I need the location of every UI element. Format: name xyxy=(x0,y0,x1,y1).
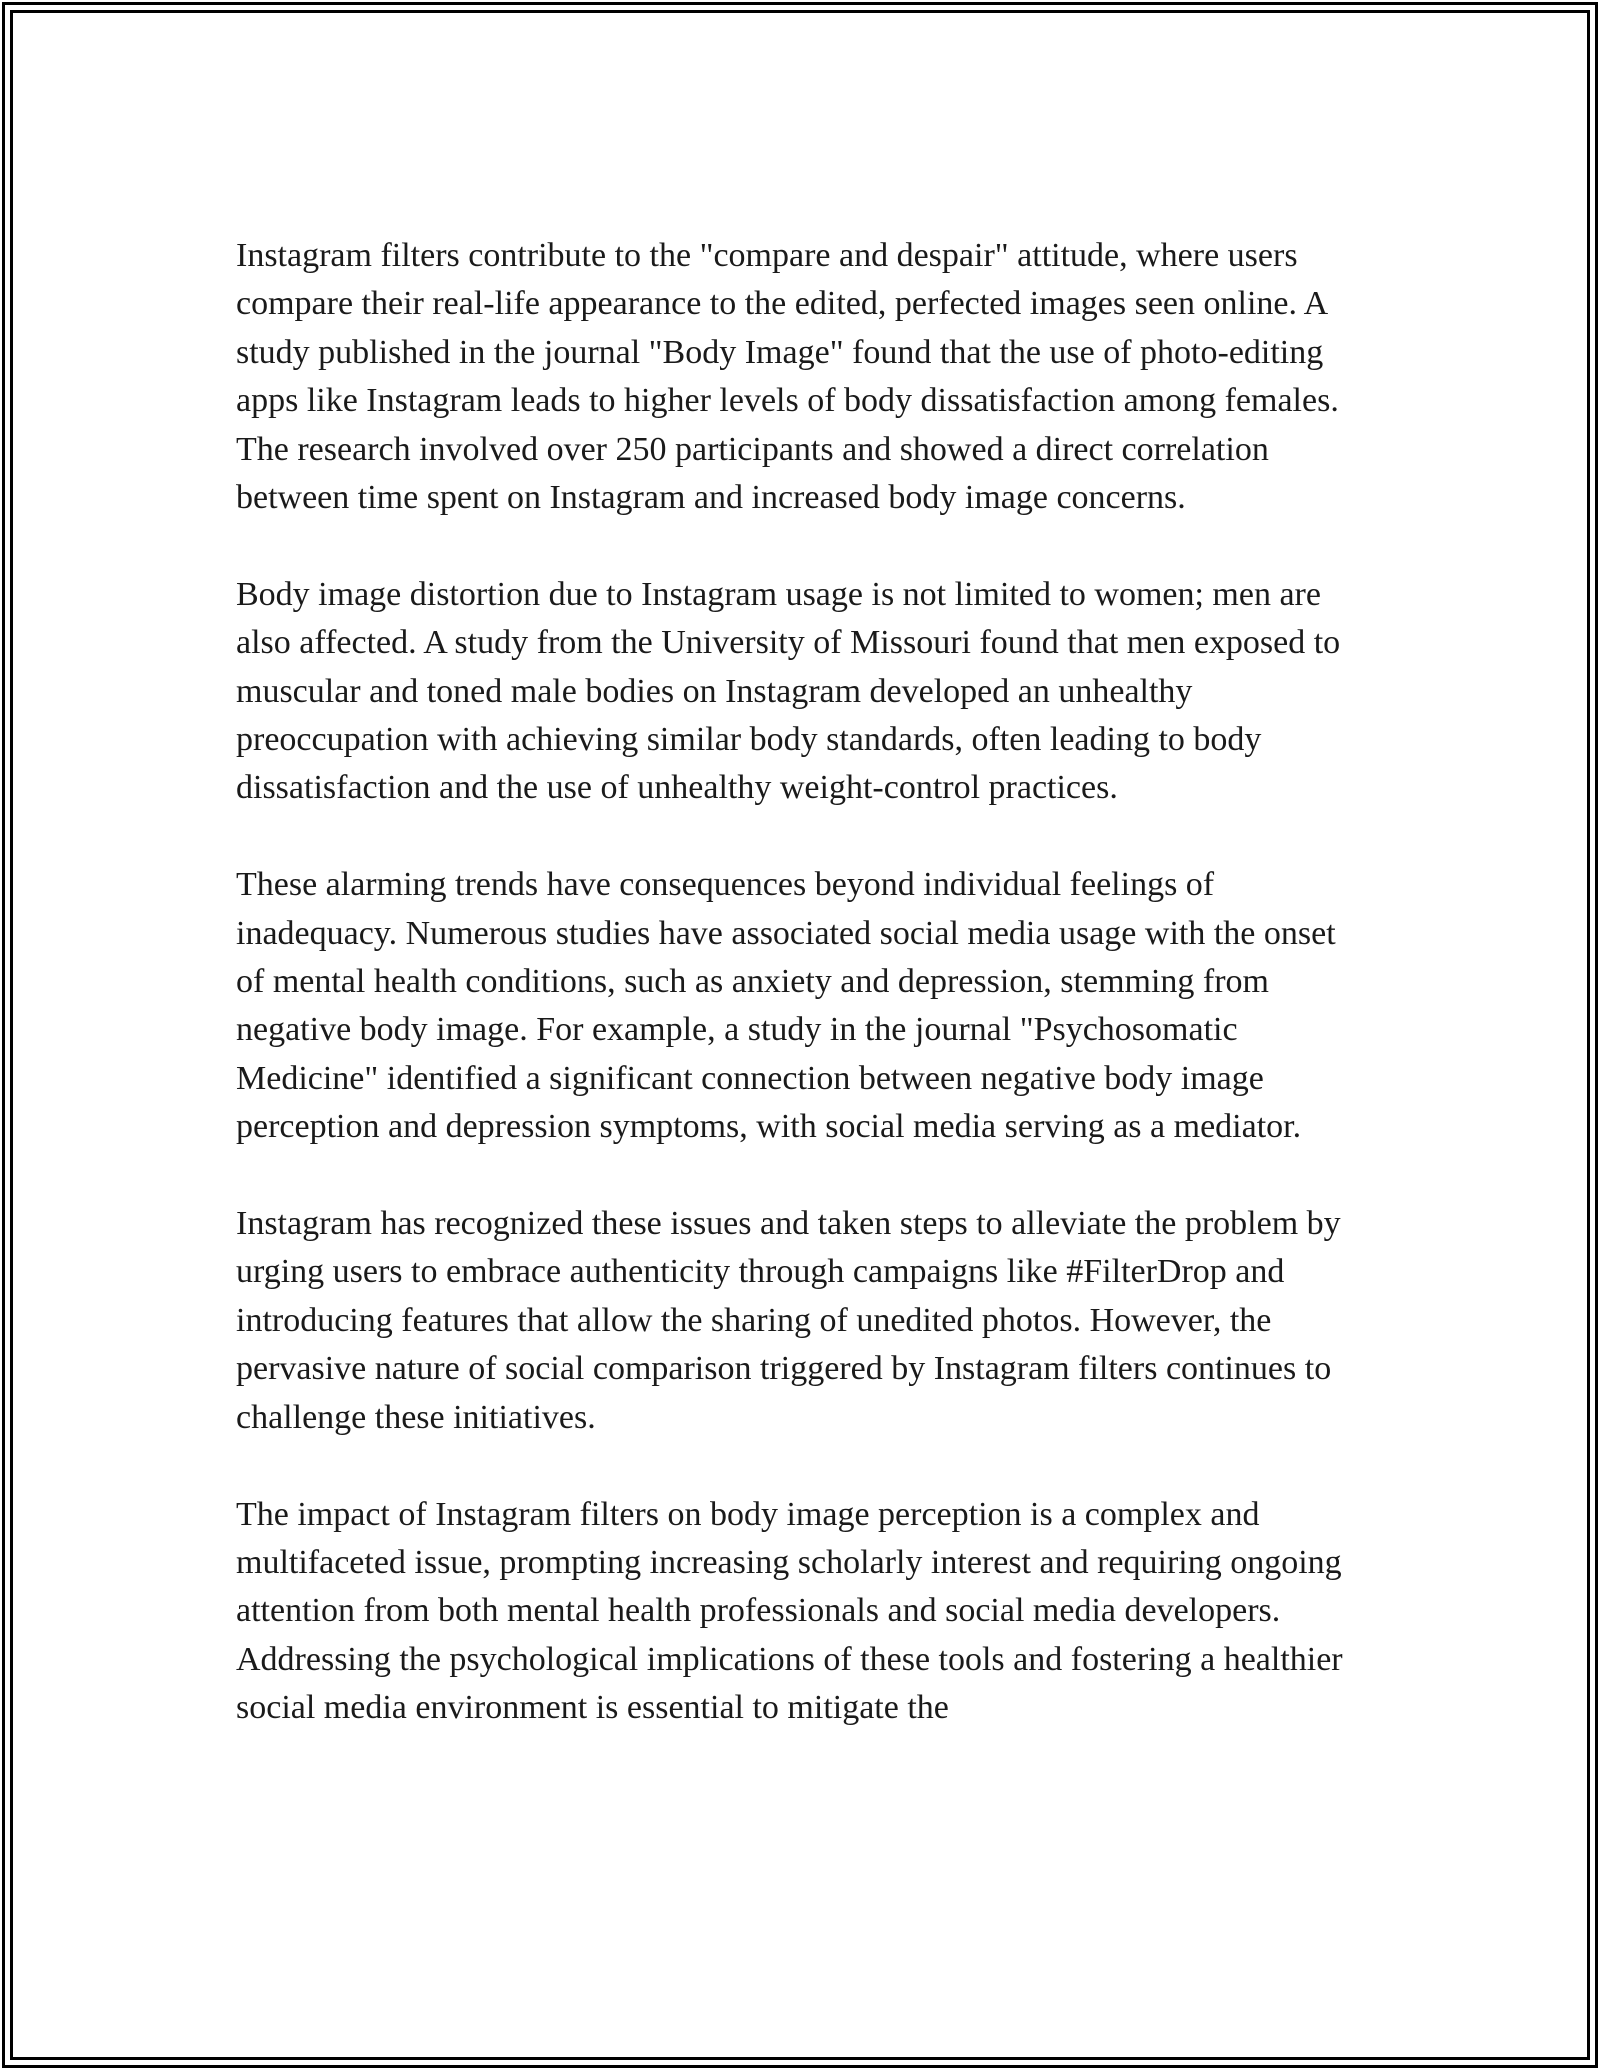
paragraph-men-affected: Body image distortion due to Instagram usage is not limited to women; men are also affected. A study from the University of Missouri found that men exposed to muscular and toned male bodies on Instagram developed an unhealthy preoccupation with achieving similar body standards, often leading to body dissatisfaction and the use of unhealthy weight-control practices. xyxy=(236,575,1341,807)
paragraph-mental-health-consequences: These alarming trends have consequences beyond individual feelings of inadequacy. Numerous studies have associated social media usage with the onset of mental health conditions, such as anxiety and depression, stemming from negative body image. For example, a study in the journal "Psychosomatic Medicine" identified a significant connection between negative body image perception and depression symptoms, with social media serving as a mediator. xyxy=(236,866,1336,1146)
paragraph-conclusion: The impact of Instagram filters on body image perception is a complex and multifaceted issue, prompting increasing scholarly interest and requiring ongoing attention from both mental health professionals and social media developers. Addressing the psychological implications of these tools and fostering a healthier social media environment is essential to mitigate the xyxy=(236,1495,1343,1727)
paragraph-filters-compare-despair: Instagram filters contribute to the "compare and despair" attitude, where users compare their real-life appearance to the edited, perfected images seen online. A study published in the journal "Body Image" found that the use of photo-editing apps like Instagram leads to higher levels of body dissatisfaction among females. The research involved over 250 participants and showed a direct correlation between time spent on Instagram and increased body image concerns. xyxy=(236,237,1339,517)
document-body xyxy=(236,232,1371,1781)
paragraph-instagram-initiatives: Instagram has recognized these issues and taken steps to alleviate the problem by urging users to embrace authenticity through campaigns like #FilterDrop and introducing features that allow the sharing of unedited photos. However, the pervasive nature of social comparison triggered by Instagram filters continues to challenge these initiatives. xyxy=(236,1205,1341,1436)
